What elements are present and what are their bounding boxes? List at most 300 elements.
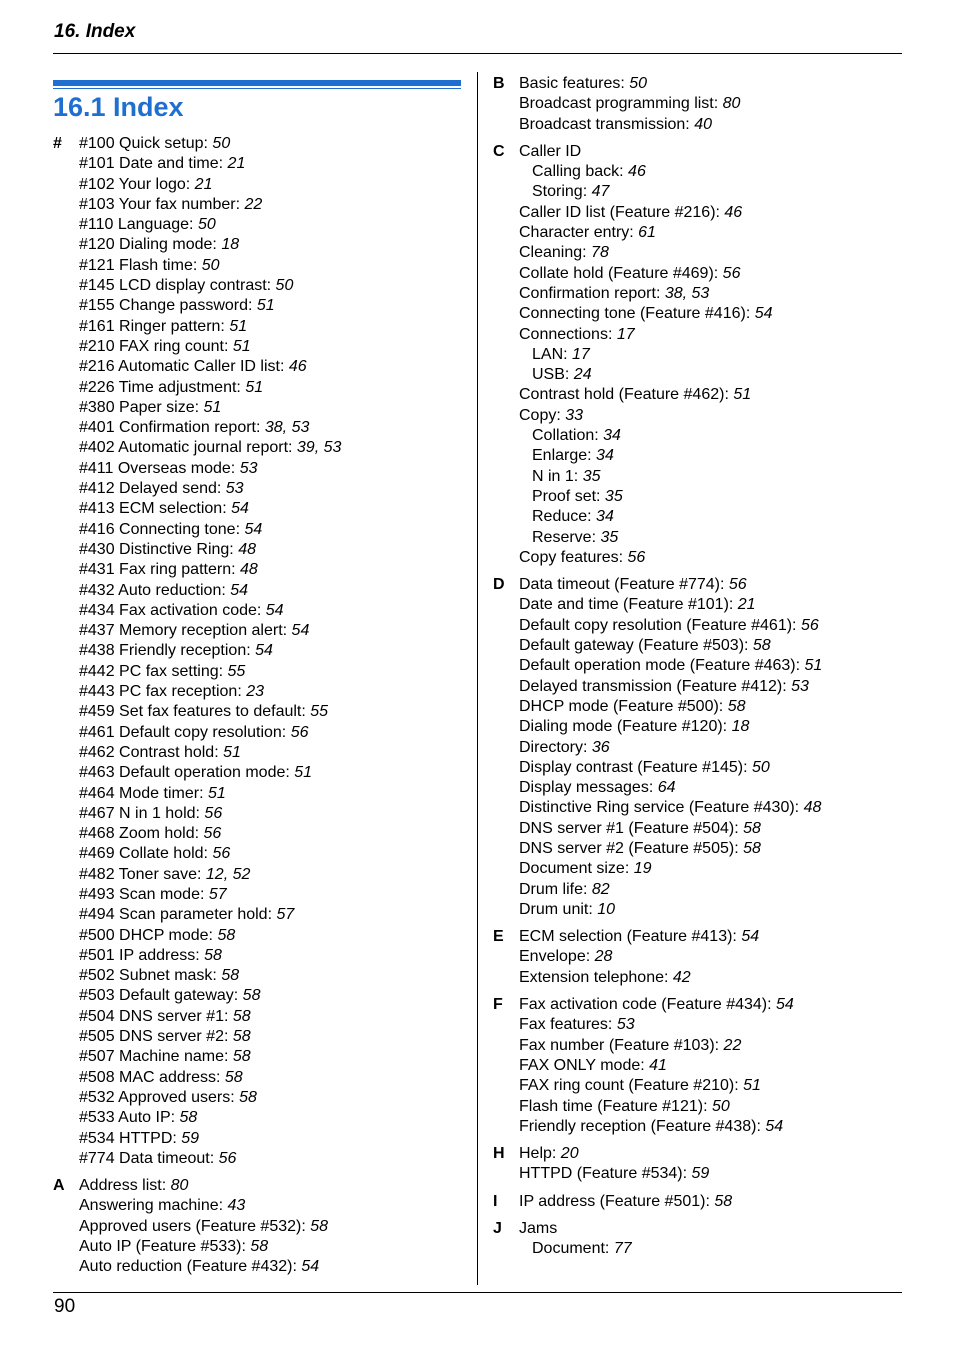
index-term: Display messages: xyxy=(519,779,658,797)
index-group xyxy=(0,142,822,568)
index-term: Drum unit: xyxy=(519,900,598,918)
index-term: Proof set: xyxy=(532,487,605,505)
index-entry xyxy=(0,243,822,263)
index-term: Document size: xyxy=(519,860,634,878)
index-entry xyxy=(0,115,822,135)
index-entry xyxy=(0,738,822,758)
index-term: #443 PC fax reception: xyxy=(79,683,247,701)
index-page-ref: 28 xyxy=(594,948,613,966)
index-page-ref: 51 xyxy=(804,657,823,675)
index-term: #413 ECM selection: xyxy=(79,500,232,518)
index-page-ref: 58 xyxy=(727,697,746,715)
index-term: #459 Set fax features to default: xyxy=(79,703,311,721)
index-group xyxy=(0,927,822,988)
index-entry xyxy=(0,284,822,304)
index-term: Delayed transmission (Feature #412): xyxy=(519,677,792,695)
index-term: Answering machine: xyxy=(79,1197,228,1215)
index-entry xyxy=(0,880,822,900)
index-entry xyxy=(0,304,822,324)
index-page-ref: 82 xyxy=(591,880,610,898)
index-term: #507 Machine name: xyxy=(79,1048,233,1066)
index-page-ref: 55 xyxy=(227,662,246,680)
index-page-ref: 58 xyxy=(217,926,236,944)
index-page-ref: 53 xyxy=(225,480,244,498)
index-entry xyxy=(0,406,822,426)
index-term: Basic features: xyxy=(519,75,630,92)
index-entry xyxy=(0,798,822,818)
index-term: DNS server #1 (Feature #504): xyxy=(519,819,744,837)
index-page-ref: 18 xyxy=(221,236,240,254)
index-page-ref: 33 xyxy=(565,406,584,424)
index-page-ref: 17 xyxy=(616,325,635,343)
index-page-ref: 51 xyxy=(223,743,241,761)
index-letter: B xyxy=(493,75,505,92)
index-page-ref: 17 xyxy=(572,345,590,363)
index-page-ref: 55 xyxy=(310,703,329,721)
index-page-ref: 58 xyxy=(179,1109,198,1127)
index-page-ref: 50 xyxy=(711,1097,730,1115)
page-title: 16.1 Index xyxy=(53,92,184,122)
index-page-ref: 54 xyxy=(776,996,794,1014)
index-page-ref: 58 xyxy=(714,1192,733,1210)
index-page-ref: 54 xyxy=(244,520,263,538)
index-page-ref: 53 xyxy=(239,459,258,477)
index-term: Dialing mode (Feature #120): xyxy=(519,718,732,736)
index-term: Flash time (Feature #121): xyxy=(519,1097,712,1115)
index-term: #500 DHCP mode: xyxy=(79,926,218,944)
index-page-ref: 46 xyxy=(724,203,743,221)
index-entry xyxy=(0,345,822,365)
index-term: #533 Auto IP: xyxy=(79,1109,180,1127)
index-term: Enlarge: xyxy=(532,447,597,465)
index-page-ref: 56 xyxy=(218,1149,237,1167)
index-page-ref: 59 xyxy=(181,1129,200,1147)
index-page-ref: 54 xyxy=(230,581,249,599)
index-entry xyxy=(0,575,822,595)
index-term: #402 Automatic journal report: xyxy=(79,439,297,457)
index-term: #464 Mode timer: xyxy=(79,784,208,802)
index-letter: F xyxy=(493,996,503,1014)
index-term: Directory: xyxy=(519,738,592,756)
index-entry xyxy=(0,507,822,527)
index-term: #534 HTTPD: xyxy=(79,1129,182,1147)
index-term: Broadcast transmission: xyxy=(519,115,695,133)
index-term: #437 Memory reception alert: xyxy=(79,622,292,640)
index-page-ref: 56 xyxy=(627,548,646,566)
header-rule xyxy=(53,53,902,54)
index-entry xyxy=(0,1076,822,1096)
index-entry xyxy=(0,839,822,859)
index-term: #504 DNS server #1: xyxy=(79,1007,233,1025)
index-term: Envelope: xyxy=(519,948,595,966)
index-term: Help: xyxy=(519,1145,561,1163)
index-page-ref: 61 xyxy=(638,224,656,242)
index-term: LAN: xyxy=(532,345,573,363)
index-page-ref: 56 xyxy=(212,845,231,863)
index-entry xyxy=(0,426,822,446)
index-page-ref: 50 xyxy=(629,75,648,92)
index-page-ref: 24 xyxy=(573,366,592,384)
index-page-ref: 50 xyxy=(212,135,231,152)
index-term: Auto IP (Feature #533): xyxy=(79,1238,251,1256)
index-term: Fax number (Feature #103): xyxy=(519,1036,724,1054)
index-letter: C xyxy=(493,142,505,160)
index-term: #210 FAX ring count: xyxy=(79,337,233,355)
index-term: FAX ONLY mode: xyxy=(519,1056,650,1074)
index-entry xyxy=(0,1097,822,1117)
index-term: Reserve: xyxy=(532,528,601,546)
index-entry xyxy=(0,927,822,947)
index-page-ref: 35 xyxy=(600,528,619,546)
index-page-ref: 58 xyxy=(310,1217,329,1235)
index-term: #774 Data timeout: xyxy=(79,1149,219,1167)
index-term: #467 N in 1 hold: xyxy=(79,804,205,822)
index-term: Broadcast programming list: xyxy=(519,95,723,113)
index-letter: E xyxy=(493,928,504,946)
index-term: #493 Scan mode: xyxy=(79,885,209,903)
index-term: #401 Confirmation report: xyxy=(79,419,265,437)
index-term: FAX ring count (Feature #210): xyxy=(519,1077,744,1095)
index-term: Copy features: xyxy=(519,548,628,566)
index-page-ref: 56 xyxy=(722,264,741,282)
index-term: Confirmation report: xyxy=(519,284,665,302)
index-term: #110 Language: xyxy=(79,216,198,234)
index-page-ref: 80 xyxy=(722,95,741,113)
index-page-ref: 54 xyxy=(231,500,249,518)
index-page-ref: 53 xyxy=(791,677,809,695)
index-page-ref: 58 xyxy=(239,1088,257,1106)
index-entry xyxy=(0,947,822,967)
index-page-ref: 22 xyxy=(723,1036,742,1054)
index-term: Address list: xyxy=(79,1177,171,1195)
index-entry xyxy=(0,1144,822,1164)
index-page-ref: 34 xyxy=(596,508,614,526)
index-page-ref: 40 xyxy=(694,115,712,133)
index-group xyxy=(0,1192,822,1215)
index-entry xyxy=(0,365,822,385)
index-term: #145 LCD display contrast: xyxy=(79,277,276,295)
index-page-ref: 51 xyxy=(733,386,752,404)
index-term: Fax activation code (Feature #434): xyxy=(519,996,777,1014)
index-term: #508 MAC address: xyxy=(79,1068,225,1086)
index-term: Default gateway (Feature #503): xyxy=(519,637,753,655)
index-entry xyxy=(0,697,822,717)
index-page-ref: 58 xyxy=(743,819,761,837)
index-term: DHCP mode (Feature #500): xyxy=(519,697,728,715)
index-entry xyxy=(0,446,822,466)
index-term: Connecting tone (Feature #416): xyxy=(519,305,755,323)
index-term: Friendly reception (Feature #438): xyxy=(519,1117,766,1135)
section-header: 16. Index xyxy=(54,21,136,42)
index-page-ref: 21 xyxy=(194,175,213,193)
index-page-ref: 18 xyxy=(731,718,750,736)
index-page-ref: 58 xyxy=(242,987,261,1005)
index-entry xyxy=(0,1164,822,1184)
index-entry xyxy=(0,717,822,737)
index-page-ref: 51 xyxy=(256,297,275,315)
index-term: Calling back: xyxy=(532,163,629,181)
index-entry xyxy=(0,616,822,636)
index-entry xyxy=(0,203,822,223)
index-term: #532 Approved users: xyxy=(79,1088,240,1106)
index-entry xyxy=(0,778,822,798)
index-page-ref: 54 xyxy=(741,928,760,946)
index-term: Copy: xyxy=(519,406,566,424)
index-page-ref: 21 xyxy=(227,155,246,173)
index-term: #103 Your fax number: xyxy=(79,195,245,213)
index-term: #461 Default copy resolution: xyxy=(79,723,291,741)
index-term: Character entry: xyxy=(519,224,639,242)
index-term: #161 Ringer pattern: xyxy=(79,317,230,335)
index-entry xyxy=(0,1239,822,1259)
index-page-ref: 58 xyxy=(743,839,761,857)
index-term: #438 Friendly reception: xyxy=(79,642,256,660)
index-term: #380 Paper size: xyxy=(79,398,204,416)
index-page-ref: 42 xyxy=(672,968,691,986)
index-entry xyxy=(0,900,822,920)
index-term: Data timeout (Feature #774): xyxy=(519,576,729,594)
index-term: Auto reduction (Feature #432): xyxy=(79,1258,302,1276)
index-term: #430 Distinctive Ring: xyxy=(79,540,239,558)
index-entry xyxy=(0,995,822,1015)
index-page-ref: 58 xyxy=(221,967,240,985)
index-page-ref: 50 xyxy=(201,256,220,274)
index-term: #416 Connecting tone: xyxy=(79,520,245,538)
index-entry xyxy=(0,758,822,778)
index-group xyxy=(0,575,822,920)
index-term: Date and time (Feature #101): xyxy=(519,596,738,614)
index-page-ref: 53 xyxy=(616,1016,635,1034)
index-term: #216 Automatic Caller ID list: xyxy=(79,358,289,376)
index-page-ref: 51 xyxy=(245,378,264,396)
index-group xyxy=(0,1144,822,1185)
index-column-right xyxy=(0,74,822,1267)
index-page-ref: 54 xyxy=(291,622,310,640)
index-entry xyxy=(0,528,822,548)
index-page-ref: 59 xyxy=(691,1165,710,1183)
index-entry xyxy=(0,968,822,988)
index-term: #494 Scan parameter hold: xyxy=(79,906,277,924)
index-entry xyxy=(0,859,822,879)
index-term: #432 Auto reduction: xyxy=(79,581,231,599)
index-entry xyxy=(0,677,822,697)
index-term: Default operation mode (Feature #463): xyxy=(519,657,805,675)
index-page-ref: 10 xyxy=(597,900,616,918)
index-page-ref: 58 xyxy=(752,637,771,655)
index-page-ref: 56 xyxy=(203,825,222,843)
index-page-ref: 54 xyxy=(255,642,273,660)
index-term: Document: xyxy=(532,1240,614,1258)
index-term: #501 IP address: xyxy=(79,946,205,964)
index-page-ref: 48 xyxy=(239,561,258,579)
index-term: #505 DNS server #2: xyxy=(79,1028,233,1046)
index-term: Storing: xyxy=(532,183,592,201)
index-group xyxy=(0,995,822,1137)
index-page-ref: 77 xyxy=(613,1240,632,1258)
index-page-ref: 34 xyxy=(603,427,621,445)
index-group xyxy=(0,74,822,135)
index-term: Connections: xyxy=(519,325,617,343)
index-page-ref: 58 xyxy=(204,946,222,964)
index-term: USB: xyxy=(532,366,574,384)
index-term: Reduce: xyxy=(532,508,597,526)
footer-rule xyxy=(53,1292,902,1293)
index-term: #468 Zoom hold: xyxy=(79,825,204,843)
index-page-ref: 46 xyxy=(288,358,307,376)
index-page-ref: 51 xyxy=(232,337,251,355)
index-page-ref: 12, 52 xyxy=(205,865,251,883)
index-page-ref: 64 xyxy=(657,779,676,797)
index-term: Contrast hold (Feature #462): xyxy=(519,386,734,404)
index-term: ECM selection (Feature #413): xyxy=(519,928,742,946)
index-term: #411 Overseas mode: xyxy=(79,459,240,477)
index-term: Display contrast (Feature #145): xyxy=(519,758,752,776)
index-page-ref: 58 xyxy=(232,1048,251,1066)
index-entry xyxy=(0,636,822,656)
index-term: #431 Fax ring pattern: xyxy=(79,561,240,579)
index-page-ref: 57 xyxy=(208,885,227,903)
index-page-ref: 20 xyxy=(560,1145,579,1163)
index-term: #100 Quick setup: xyxy=(79,135,213,152)
index-letter: H xyxy=(493,1145,505,1163)
index-page-ref: 58 xyxy=(232,1007,251,1025)
index-term: #102 Your logo: xyxy=(79,175,195,193)
index-entry xyxy=(0,94,822,114)
index-page-ref: 51 xyxy=(294,764,313,782)
index-page-ref: 36 xyxy=(591,738,610,756)
index-page-ref: 43 xyxy=(227,1197,246,1215)
index-term: #412 Delayed send: xyxy=(79,480,226,498)
index-letter: D xyxy=(493,576,505,594)
index-page-ref: 47 xyxy=(591,183,610,201)
index-page-ref: 35 xyxy=(582,467,601,485)
index-term: #120 Dialing mode: xyxy=(79,236,222,254)
index-term: #503 Default gateway: xyxy=(79,987,243,1005)
index-entry xyxy=(0,1056,822,1076)
index-term: HTTPD (Feature #534): xyxy=(519,1165,692,1183)
index-entry xyxy=(0,467,822,487)
index-page-ref: 38, 53 xyxy=(264,419,310,437)
index-page-ref: 54 xyxy=(754,305,773,323)
index-term: #442 PC fax setting: xyxy=(79,662,228,680)
index-term: Caller ID list (Feature #216): xyxy=(519,203,725,221)
index-page-ref: 80 xyxy=(170,1177,189,1195)
index-letter: I xyxy=(493,1192,498,1210)
index-entry xyxy=(0,656,822,676)
index-entry xyxy=(0,548,822,568)
index-page-ref: 23 xyxy=(246,683,265,701)
index-page-ref: 48 xyxy=(238,540,256,558)
index-page-ref: 51 xyxy=(743,1077,761,1095)
index-page-ref: 58 xyxy=(232,1028,251,1046)
index-term: #434 Fax activation code: xyxy=(79,601,266,619)
index-term: Approved users (Feature #532): xyxy=(79,1217,311,1235)
index-page-ref: 78 xyxy=(591,244,609,262)
index-page-ref: 56 xyxy=(800,616,819,634)
index-term: Collate hold (Feature #469): xyxy=(519,264,723,282)
index-entry xyxy=(0,74,822,94)
index-page-ref: 21 xyxy=(737,596,756,614)
index-group xyxy=(0,1219,822,1260)
index-page-ref: 35 xyxy=(604,487,623,505)
index-page-ref: 50 xyxy=(197,216,216,234)
index-page-ref: 56 xyxy=(728,576,747,594)
index-term: Collation: xyxy=(532,427,604,445)
index-page-ref: 51 xyxy=(229,317,248,335)
index-term: IP address (Feature #501): xyxy=(519,1192,715,1210)
index-page-ref: 51 xyxy=(207,784,226,802)
index-term: #482 Toner save: xyxy=(79,865,206,883)
index-entry xyxy=(0,819,822,839)
index-entry xyxy=(0,142,822,162)
index-entry xyxy=(0,1015,822,1035)
index-term: Drum life: xyxy=(519,880,592,898)
index-page-ref: 58 xyxy=(250,1238,269,1256)
index-entry xyxy=(0,325,822,345)
index-entry xyxy=(0,162,822,182)
index-page-ref: 48 xyxy=(803,799,822,817)
index-page-ref: 50 xyxy=(752,758,770,776)
index-page-ref: 56 xyxy=(290,723,309,741)
index-page-ref: 56 xyxy=(204,804,223,822)
page-number: 90 xyxy=(54,1296,76,1317)
index-entry xyxy=(0,487,822,507)
index-term: #463 Default operation mode: xyxy=(79,764,295,782)
index-term: #502 Subnet mask: xyxy=(79,967,222,985)
index-entry xyxy=(0,595,822,615)
index-entry xyxy=(0,182,822,202)
index-letter: A xyxy=(53,1177,65,1195)
index-letter: # xyxy=(53,135,62,152)
index-term: #226 Time adjustment: xyxy=(79,378,246,396)
index-term: Fax features: xyxy=(519,1016,617,1034)
index-page-ref: 39, 53 xyxy=(296,439,342,457)
index-term: #121 Flash time: xyxy=(79,256,202,274)
index-page-ref: 51 xyxy=(203,398,222,416)
index-page-ref: 22 xyxy=(244,195,263,213)
index-page-ref: 34 xyxy=(596,447,614,465)
index-term: #462 Contrast hold: xyxy=(79,743,224,761)
index-term: N in 1: xyxy=(532,467,583,485)
index-page-ref: 58 xyxy=(224,1068,243,1086)
index-letter: J xyxy=(493,1220,502,1238)
index-entry xyxy=(0,1117,822,1137)
index-page-ref: 46 xyxy=(628,163,646,181)
index-page-ref: 38, 53 xyxy=(664,284,710,302)
index-page-ref: 54 xyxy=(265,601,284,619)
index-term: #101 Date and time: xyxy=(79,155,228,173)
index-page-ref: 54 xyxy=(765,1117,784,1135)
index-term: Jams xyxy=(519,1220,558,1238)
index-term: #155 Change password: xyxy=(79,297,257,315)
index-entry xyxy=(0,223,822,243)
index-entry xyxy=(0,1219,822,1239)
index-entry xyxy=(0,1192,822,1215)
index-page-ref: 41 xyxy=(649,1056,667,1074)
index-term: Default copy resolution (Feature #461): xyxy=(519,616,801,634)
index-entry xyxy=(0,385,822,405)
index-term: Caller ID xyxy=(519,142,582,160)
index-page-ref: 19 xyxy=(633,860,652,878)
index-term: Distinctive Ring service (Feature #430): xyxy=(519,799,804,817)
index-page-ref: 54 xyxy=(301,1258,320,1276)
index-entry xyxy=(0,264,822,284)
index-term: Cleaning: xyxy=(519,244,592,262)
index-page-ref: 57 xyxy=(276,906,295,924)
index-term: Extension telephone: xyxy=(519,968,673,986)
index-term: #469 Collate hold: xyxy=(79,845,213,863)
index-page-ref: 50 xyxy=(275,277,294,295)
